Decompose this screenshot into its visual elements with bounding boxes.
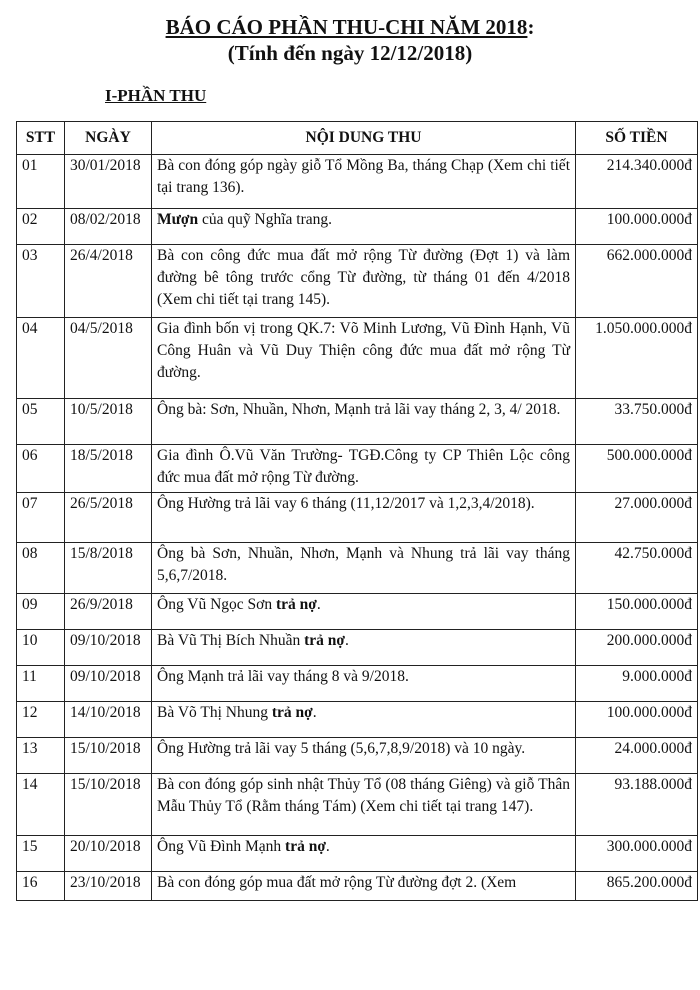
row-amount: 300.000.000đ xyxy=(576,836,698,872)
row-content-text: Gia đình bốn vị trong QK.7: Võ Minh Lương, Vũ Đình Hạnh, Vũ Công Huân và Vũ Duy Thiện công đức mua đất mở rộng Từ đường. xyxy=(157,320,570,381)
table-row xyxy=(17,630,698,666)
row-content-bold: trả nợ xyxy=(304,632,345,649)
row-date: 08/02/2018 xyxy=(65,209,152,245)
row-content-text: Ông Hường trả lãi vay 5 tháng (5,6,7,8,9/2018) và 10 ngày. xyxy=(157,740,526,757)
row-date: 10/5/2018 xyxy=(65,399,152,445)
row-amount: 33.750.000đ xyxy=(576,399,698,445)
row-amount: 865.200.000đ xyxy=(576,872,698,901)
row-content-text: Bà Võ Thị Nhung xyxy=(157,704,272,721)
table-row xyxy=(17,702,698,738)
row-content xyxy=(152,872,576,901)
row-content xyxy=(152,738,576,774)
row-date: 26/5/2018 xyxy=(65,493,152,543)
table-row xyxy=(17,493,698,543)
row-content-bold: trả nợ xyxy=(285,838,326,855)
row-content xyxy=(152,445,576,493)
row-content xyxy=(152,836,576,872)
row-stt: 16 xyxy=(17,872,65,901)
table-header-row xyxy=(17,122,698,155)
row-date: 15/8/2018 xyxy=(65,543,152,594)
table-row xyxy=(17,209,698,245)
row-content xyxy=(152,399,576,445)
row-content-text: Bà Vũ Thị Bích Nhuần xyxy=(157,632,305,649)
report-title-text: BÁO CÁO PHẦN THU-CHI NĂM 2018 xyxy=(165,15,528,39)
row-content-text: Bà con đóng góp ngày giỗ Tổ Mồng Ba, tháng Chạp (Xem chi tiết tại trang 136). xyxy=(157,157,570,196)
row-amount: 200.000.000đ xyxy=(576,630,698,666)
row-content-text: Ông bà Sơn, Nhuần, Nhơn, Mạnh và Nhung trả lãi vay tháng 5,6,7/2018. xyxy=(157,545,570,584)
table-row xyxy=(17,318,698,399)
row-content xyxy=(152,493,576,543)
row-content xyxy=(152,666,576,702)
table-row xyxy=(17,594,698,630)
row-date: 09/10/2018 xyxy=(65,666,152,702)
row-content-text: Ông Hường trả lãi vay 6 tháng (11,12/2017 và 1,2,3,4/2018). xyxy=(157,495,535,512)
row-content xyxy=(152,155,576,209)
table-row xyxy=(17,543,698,594)
row-stt: 11 xyxy=(17,666,65,702)
header-date: NGÀY xyxy=(65,122,152,155)
table-row xyxy=(17,774,698,836)
table-row xyxy=(17,872,698,901)
header-stt: STT xyxy=(17,122,65,155)
row-content-text: Ông Mạnh trả lãi vay tháng 8 và 9/2018. xyxy=(157,668,409,685)
row-stt: 06 xyxy=(17,445,65,493)
row-date: 26/9/2018 xyxy=(65,594,152,630)
row-date: 04/5/2018 xyxy=(65,318,152,399)
row-content-bold: Mượn xyxy=(157,211,199,228)
table-row xyxy=(17,399,698,445)
row-content xyxy=(152,318,576,399)
row-stt: 15 xyxy=(17,836,65,872)
row-content xyxy=(152,209,576,245)
row-date: 23/10/2018 xyxy=(65,872,152,901)
row-content xyxy=(152,543,576,594)
row-content-text: Gia đình Ô.Vũ Văn Trường- TGĐ.Công ty CP Thiên Lộc công đức mua đất mở rộng Từ đường. xyxy=(157,447,570,486)
row-stt: 13 xyxy=(17,738,65,774)
row-content-text: Ông Vũ Ngọc Sơn xyxy=(157,596,276,613)
row-date: 20/10/2018 xyxy=(65,836,152,872)
row-content-text: Ông Vũ Đình Mạnh xyxy=(157,838,286,855)
row-stt: 10 xyxy=(17,630,65,666)
row-content-text: . xyxy=(325,838,330,855)
row-amount: 662.000.000đ xyxy=(576,245,698,318)
table-row xyxy=(17,666,698,702)
table-row xyxy=(17,738,698,774)
header-amount: SỐ TIỀN xyxy=(576,122,698,155)
row-stt: 02 xyxy=(17,209,65,245)
row-amount: 100.000.000đ xyxy=(576,702,698,738)
row-content-text: của quỹ Nghĩa trang. xyxy=(198,211,333,228)
row-amount: 9.000.000đ xyxy=(576,666,698,702)
row-content-text: Bà con đóng góp sinh nhật Thủy Tổ (08 tháng Giêng) và giỗ Thân Mẫu Thủy Tổ (Rằm tháng Tám) (Xem chi tiết tại trang 147). xyxy=(157,776,570,815)
row-stt: 09 xyxy=(17,594,65,630)
row-amount: 150.000.000đ xyxy=(576,594,698,630)
header-content: NỘI DUNG THU xyxy=(152,122,576,155)
report-title xyxy=(0,14,700,40)
section-heading: I-PHẦN THU xyxy=(105,86,207,105)
row-content xyxy=(152,702,576,738)
row-amount: 42.750.000đ xyxy=(576,543,698,594)
row-amount: 27.000.000đ xyxy=(576,493,698,543)
table-row xyxy=(17,836,698,872)
row-stt: 03 xyxy=(17,245,65,318)
row-content xyxy=(152,245,576,318)
row-amount: 500.000.000đ xyxy=(576,445,698,493)
row-stt: 01 xyxy=(17,155,65,209)
row-stt: 12 xyxy=(17,702,65,738)
row-content-text: Bà con công đức mua đất mở rộng Từ đường (Đợt 1) và làm đường bê tông trước cổng Từ đường, từ tháng 01 đến 4/2018 (Xem chi tiết tại trang 145). xyxy=(157,247,570,308)
row-date: 26/4/2018 xyxy=(65,245,152,318)
row-content-text: . xyxy=(312,704,317,721)
table-row xyxy=(17,245,698,318)
row-content-text: . xyxy=(344,632,349,649)
row-amount: 100.000.000đ xyxy=(576,209,698,245)
row-content-text: Bà con đóng góp mua đất mở rộng Từ đường đợt 2. (Xem xyxy=(157,874,517,891)
income-table xyxy=(16,121,698,901)
row-date: 30/01/2018 xyxy=(65,155,152,209)
row-content-text: Ông bà: Sơn, Nhuần, Nhơn, Mạnh trả lãi vay tháng 2, 3, 4/ 2018. xyxy=(157,401,561,418)
row-content-bold: trả nợ xyxy=(271,704,313,721)
row-content xyxy=(152,630,576,666)
row-stt: 05 xyxy=(17,399,65,445)
row-date: 15/10/2018 xyxy=(65,738,152,774)
row-amount: 24.000.000đ xyxy=(576,738,698,774)
row-date: 15/10/2018 xyxy=(65,774,152,836)
row-content-text: . xyxy=(316,596,321,613)
row-content xyxy=(152,774,576,836)
row-stt: 04 xyxy=(17,318,65,399)
table-row xyxy=(17,445,698,493)
row-amount: 1.050.000.000đ xyxy=(576,318,698,399)
report-subtitle: (Tính đến ngày 12/12/2018) xyxy=(227,41,473,65)
row-amount: 214.340.000đ xyxy=(576,155,698,209)
row-stt: 08 xyxy=(17,543,65,594)
row-date: 14/10/2018 xyxy=(65,702,152,738)
row-content xyxy=(152,594,576,630)
report-title-colon: : xyxy=(527,15,535,39)
row-content-bold: trả nợ xyxy=(276,596,317,613)
row-stt: 07 xyxy=(17,493,65,543)
row-date: 09/10/2018 xyxy=(65,630,152,666)
row-date: 18/5/2018 xyxy=(65,445,152,493)
row-stt: 14 xyxy=(17,774,65,836)
row-amount: 93.188.000đ xyxy=(576,774,698,836)
table-row xyxy=(17,155,698,209)
